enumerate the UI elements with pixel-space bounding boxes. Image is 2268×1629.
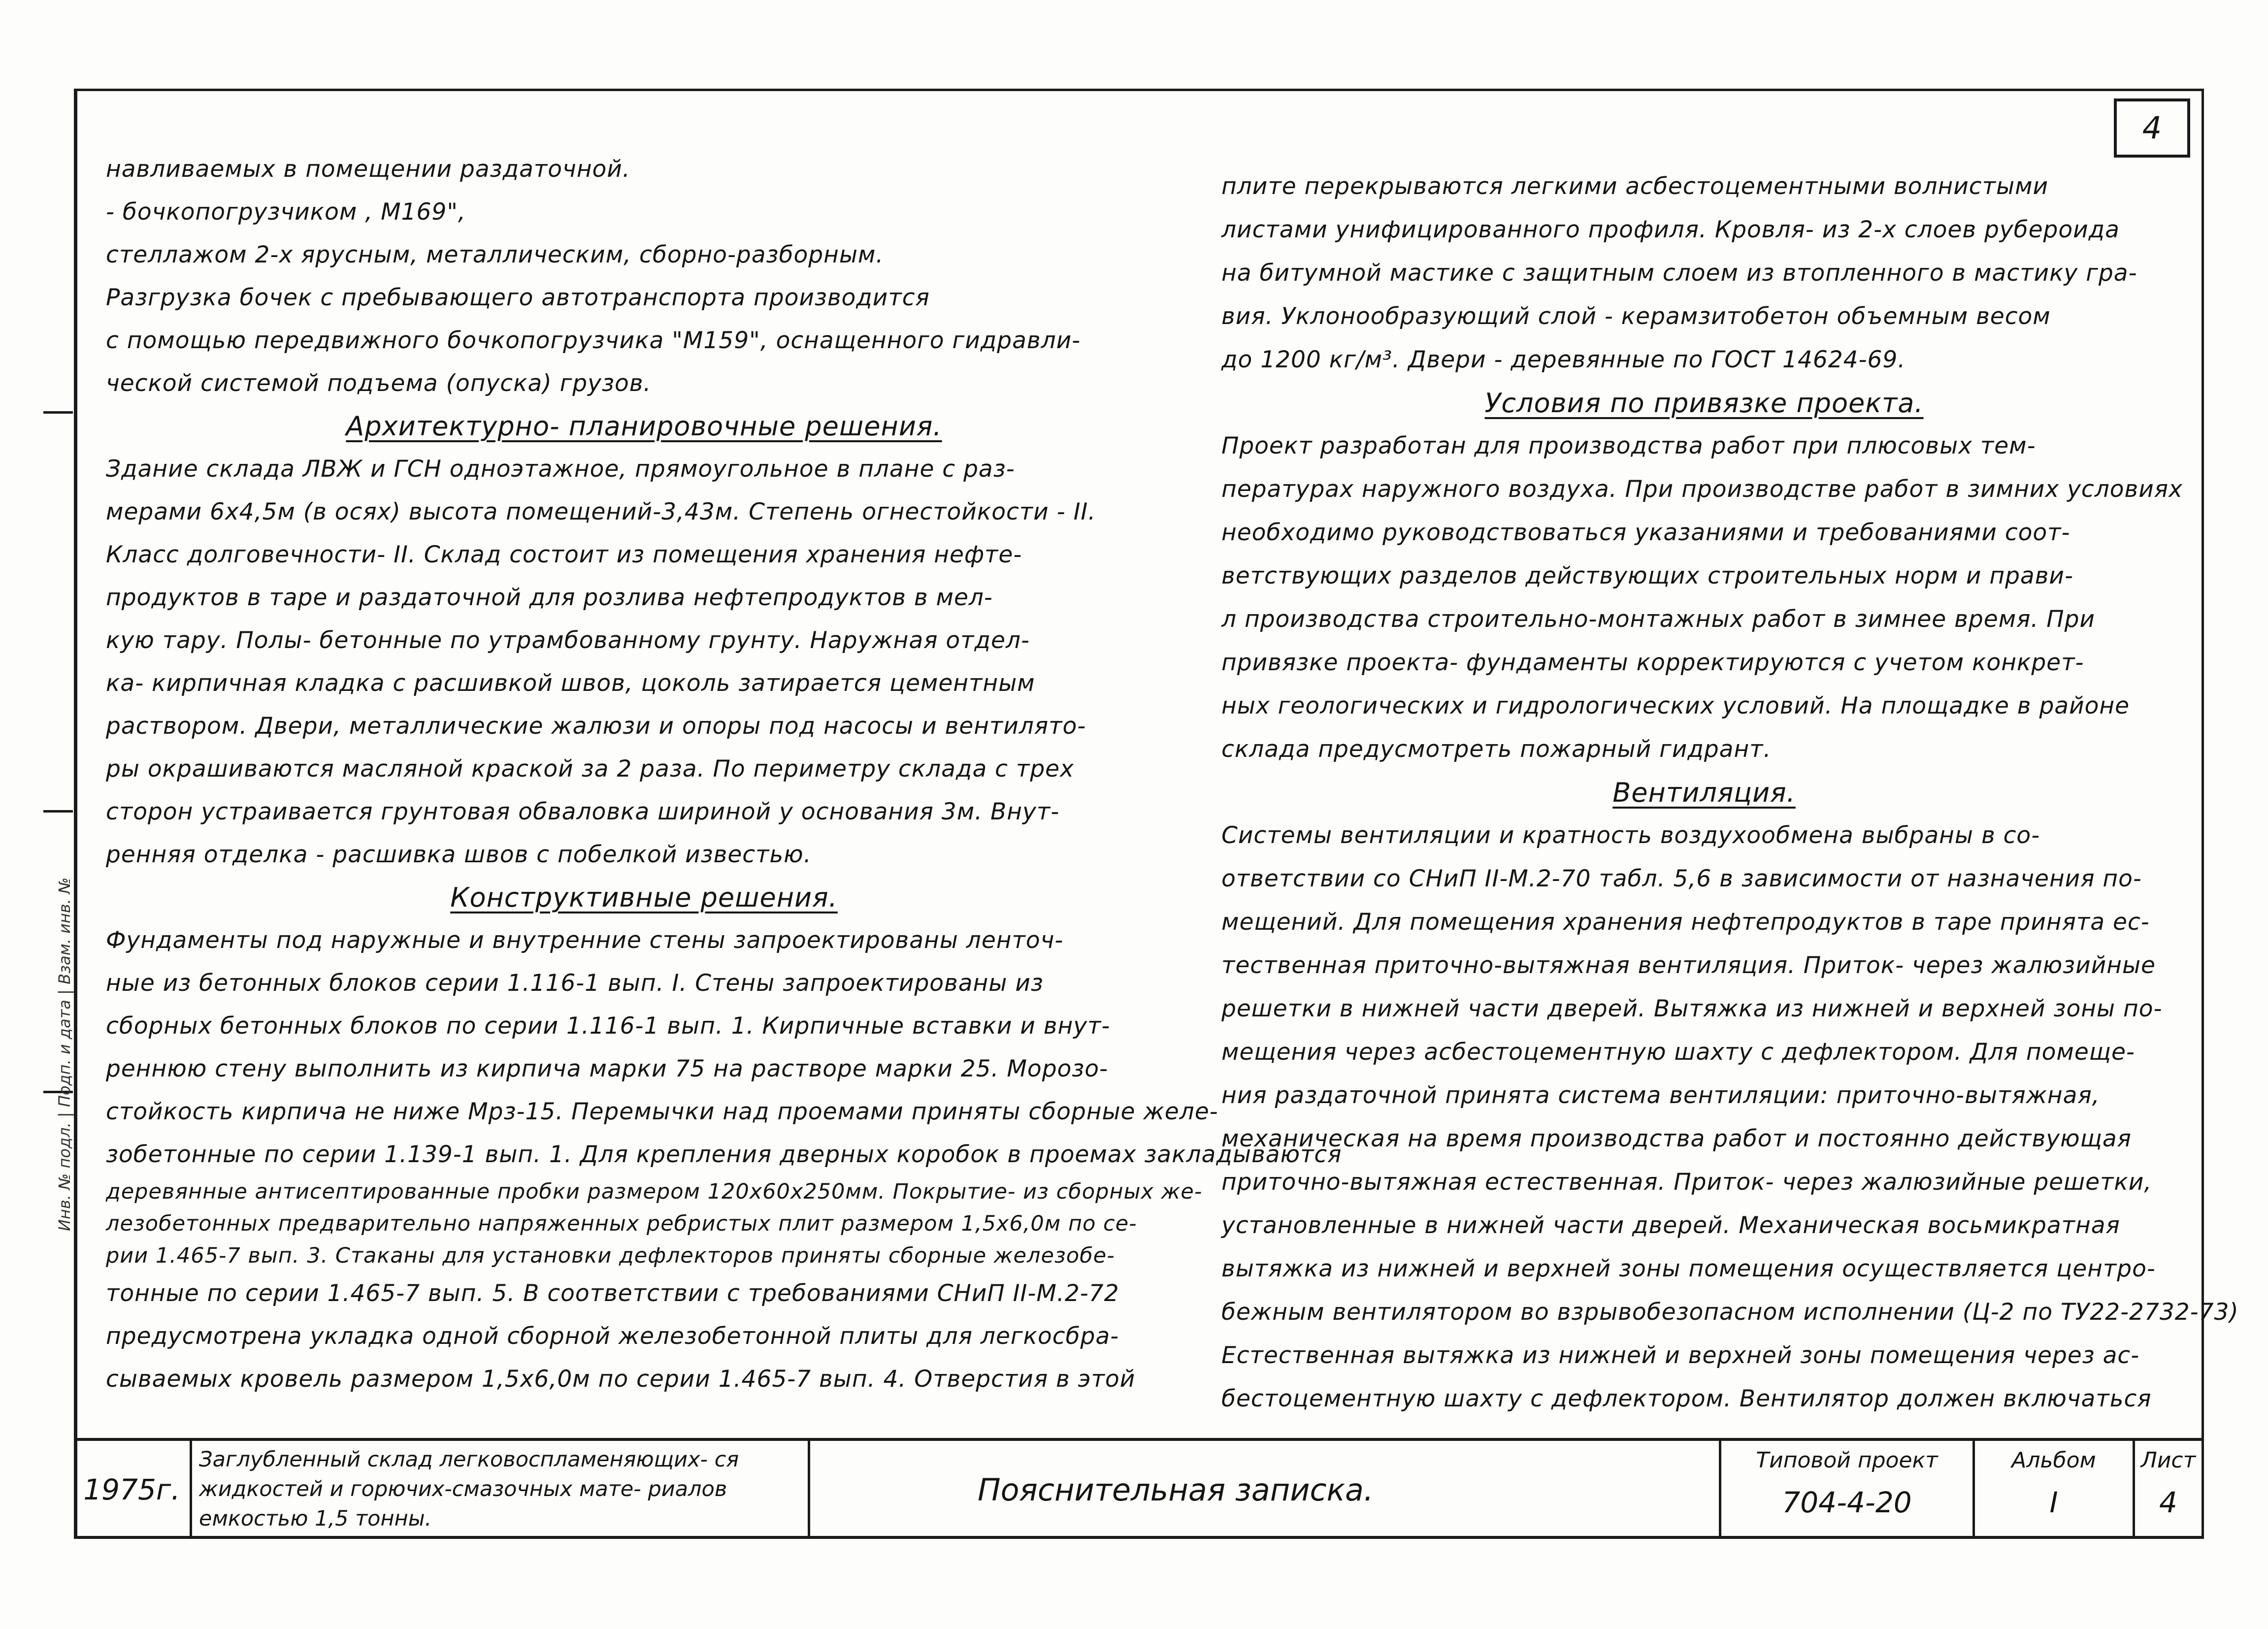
text-line: ные из бетонных блоков серии 1.116-1 вып. I. Стены запроектированы из (106, 970, 1044, 997)
text-line: вытяжка из нижней и верхней зоны помещения осуществляется центро- (1221, 1255, 2156, 1282)
sheet-label: Лист (2140, 1448, 2196, 1473)
text-line: бежным вентилятором во взрывобезопасном исполнении (Ц-2 по ТУ22-2732-73) (1221, 1299, 2239, 1326)
text-line: кую тару. Полы- бетонные по утрамбованному грунту. Наружная отдел- (106, 627, 1030, 654)
album-value: I (2049, 1486, 2058, 1519)
text-line: привязке проекта- фундаменты корректируются с учетом конкрет- (1221, 649, 2084, 676)
margin-note: Инв. № подл. | Подп. и дата | Взам. инв. № (55, 877, 74, 1231)
text-line: мерами 6х4,5м (в осях) высота помещений-3,43м. Степень огнестойкости - II. (106, 498, 1096, 525)
text-line: вия. Уклонообразующий слой - керамзитобетон объемным весом (1221, 303, 2051, 330)
left-intro-lines (106, 148, 1182, 405)
title-block-title: Пояснительная записка. (810, 1441, 1721, 1539)
text-line: продуктов в таре и раздаточной для розлива нефтепродуктов в мел- (106, 584, 993, 611)
text-line: навливаемых в помещении раздаточной. (106, 156, 630, 183)
text-line: л производства строительно-монтажных работ в зимнее время. При (1221, 606, 2095, 633)
title-block-project (1721, 1441, 1975, 1539)
title-block-year: 1975г. (74, 1441, 192, 1539)
text-line: ческой системой подъема (опуска) грузов. (106, 370, 652, 397)
text-line: - бочкопогрузчиком , М169", (106, 198, 466, 226)
right-text-column (1221, 165, 2239, 1421)
sheet-number-box (2114, 98, 2190, 158)
text-line: необходимо руководствоваться указаниями и требованиями соот- (1221, 519, 2071, 546)
text-line: Фундаменты под наружные и внутренние стены запроектированы ленточ- (106, 927, 1064, 954)
text-line: ответствии со СНиП II-М.2-70 табл. 5,6 в зависимости от назначения по- (1221, 865, 2142, 892)
text-line: стеллажом 2-х ярусным, металлическим, сборно-разборным. (106, 241, 884, 268)
project-label: Типовой проект (1756, 1448, 1938, 1473)
text-line: приточно-вытяжная естественная. Приток- через жалюзийные решетки, (1221, 1169, 2152, 1196)
sheet-number: 4 (2142, 110, 2162, 146)
text-line: ных геологических и гидрологических условий. На площадке в районе (1221, 692, 2130, 719)
text-line: раствором. Двери, металлические жалюзи и опоры под насосы и вентилято- (106, 713, 1086, 740)
text-line: мещений. Для помещения хранения нефтепродуктов в таре принята ес- (1221, 909, 2150, 936)
text-line: ры окрашиваются масляной краской за 2 раза. По периметру склада с трех (106, 755, 1074, 782)
text-line: бестоцементную шахту с дефлектором. Вентилятор должен включаться (1221, 1385, 2152, 1412)
text-line: ния раздаточной принята система вентиляции: приточно-вытяжная, (1221, 1082, 2100, 1109)
text-line: Проект разработан для производства работ при плюсовых тем- (1221, 432, 2036, 459)
text-line: сываемых кровель размером 1,5х6,0м по серии 1.465-7 вып. 4. Отверстия в этой (106, 1366, 1136, 1393)
section-heading-constructive: Конструктивные решения. (450, 882, 838, 913)
title-block-album (1975, 1441, 2135, 1539)
margin-tick (43, 411, 73, 414)
text-line: Здание склада ЛВЖ и ГСН одноэтажное, прямоугольное в плане с раз- (106, 456, 1015, 483)
project-value: 704-4-20 (1782, 1486, 1912, 1519)
text-line: пературах наружного воздуха. При производстве работ в зимних условиях (1221, 476, 2183, 503)
sheet-value: 4 (2159, 1486, 2177, 1519)
text-line: с помощью передвижного бочкопогрузчика "М159", оснащенного гидравли- (106, 327, 1081, 354)
text-line: листами унифицированного профиля. Кровля- из 2-х слоев рубероида (1221, 216, 2120, 243)
text-line: Системы вентиляции и кратность воздухообмена выбраны в со- (1221, 822, 2040, 849)
text-line: зобетонные по серии 1.139-1 вып. 1. Для крепления дверных коробок в проемах закладываются (106, 1141, 1342, 1168)
text-line: на битумной мастике с защитным слоем из втопленного в мастику гра- (1221, 260, 2137, 287)
left-text-column (106, 148, 1342, 1401)
text-line: Класс долговечности- II. Склад состоит из помещения хранения нефте- (106, 541, 1022, 568)
conditions-paragraph (1221, 424, 2187, 771)
roof-paragraph (1221, 165, 2187, 382)
title-block-description: Заглубленный склад легковоспламеняющих- ся жидкостей и горючих-смазочных мате- риалов емкостью 1,5 тонны. (192, 1441, 810, 1539)
text-line: сторон устраивается грунтовая обваловка шириной у основания 3м. Внут- (106, 798, 1060, 825)
text-line: тественная приточно-вытяжная вентиляция. Приток- через жалюзийные (1221, 952, 2156, 979)
title-block (74, 1438, 2204, 1539)
text-line: решетки в нижней части дверей. Вытяжка из нижней и верхней зоны по- (1221, 995, 2163, 1022)
text-line: плите перекрываются легкими асбестоцементными волнистыми (1221, 173, 2049, 200)
album-label: Альбом (2011, 1448, 2096, 1473)
text-line: установленные в нижней части дверей. Механическая восьмикратная (1221, 1212, 2120, 1239)
text-line: ветствующих разделов действующих строительных норм и прави- (1221, 562, 2073, 589)
text-line: до 1200 кг/м³. Двери - деревянные по ГОСТ 14624-69. (1221, 346, 1906, 373)
text-line: реннюю стену выполнить из кирпича марки 75 на растворе марки 25. Морозо- (106, 1055, 1108, 1082)
text-line: рии 1.465-7 вып. 3. Стаканы для установки дефлекторов приняты сборные железобе- (106, 1243, 1115, 1268)
text-line: сборных бетонных блоков по серии 1.116-1 вып. 1. Кирпичные вставки и внут- (106, 1012, 1111, 1040)
text-line: предусмотрена укладка одной сборной железобетонной плиты для легкосбра- (106, 1323, 1119, 1350)
section-heading-conditions: Условия по привязке проекта. (1484, 388, 1924, 419)
text-line: деревянные антисептированные пробки размером 120х60х250мм. Покрытие- из сборных же- (106, 1179, 1203, 1204)
text-line: Разгрузка бочек с пребывающего автотранспорта производится (106, 284, 930, 311)
text-line: Естественная вытяжка из нижней и верхней зоны помещения через ас- (1221, 1342, 2140, 1369)
title-block-sheet (2135, 1441, 2204, 1539)
section-heading-architecture: Архитектурно- планировочные решения. (346, 411, 942, 442)
text-line: мещения через асбестоцементную шахту с дефлектором. Для помеще- (1221, 1039, 2135, 1066)
constructive-paragraph (106, 919, 1342, 1401)
text-line: склада предусмотреть пожарный гидрант. (1221, 736, 1772, 763)
text-line: тонные по серии 1.465-7 вып. 5. В соответствии с требованиями СНиП II-М.2-72 (106, 1280, 1119, 1307)
architecture-paragraph (106, 448, 1182, 876)
section-heading-ventilation: Вентиляция. (1612, 777, 1796, 808)
text-line: стойкость кирпича не ниже Мрз-15. Перемычки над проемами приняты сборные желе- (106, 1098, 1218, 1125)
text-line: механическая на время производства работ и постоянно действующая (1221, 1125, 2132, 1152)
text-line: ка- кирпичная кладка с расшивкой швов, цоколь затирается цементным (106, 670, 1035, 697)
text-line: ренняя отделка - расшивка швов с побелкой известью. (106, 841, 812, 868)
text-line: лезобетонных предварительно напряженных ребристых плит размером 1,5х6,0м по се- (106, 1211, 1137, 1236)
ventilation-paragraph (1221, 814, 2239, 1421)
